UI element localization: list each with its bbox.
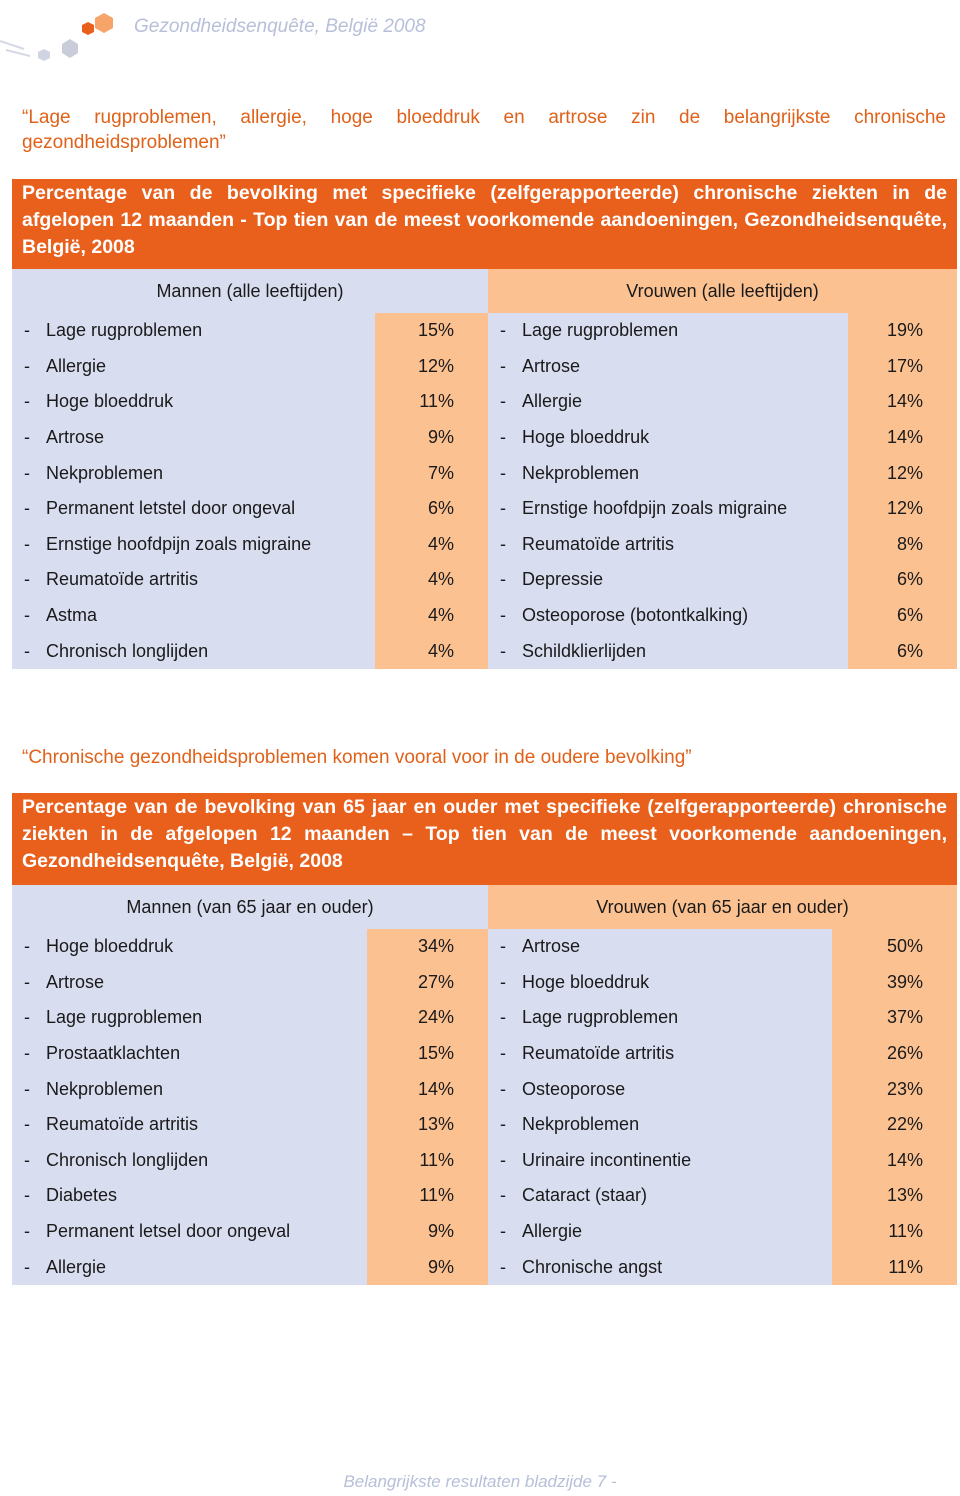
men-percentage: 4% [427, 569, 454, 590]
men-percentage-cell [375, 562, 488, 598]
women-condition-label-cell [488, 1143, 832, 1179]
table-row [12, 598, 957, 634]
list-dash: - [24, 498, 30, 519]
women-condition-label: Hoge bloeddruk [522, 971, 650, 992]
section1-quote: “Lage rugproblemen, allergie, hoge bloeddruk en artrose zin de belangrijkste chronische gezondheidsproblemen” [22, 107, 946, 153]
men-percentage-cell [375, 349, 488, 385]
women-percentage-cell [832, 965, 957, 1001]
list-dash: - [24, 1078, 30, 1099]
list-dash: - [24, 569, 30, 590]
men-percentage: 15% [417, 1043, 455, 1064]
men-percentage-cell [367, 1107, 488, 1143]
men-condition-label: Permanent letstel door ongeval [46, 498, 296, 519]
women-percentage: 14% [886, 427, 923, 448]
men-65-header: Mannen (van 65 jaar en ouder) [12, 885, 488, 929]
women-percentage-cell [848, 598, 957, 634]
men-condition-label: Astma [46, 605, 98, 626]
men-percentage: 27% [417, 971, 455, 992]
women-condition-label: Osteoporose [522, 1078, 626, 1099]
men-condition-label: Prostaatklachten [46, 1043, 181, 1064]
women-condition-label: Urinaire incontinentie [522, 1149, 692, 1170]
section2-quote: “Chronische gezondheidsproblemen komen vooral voor in de oudere bevolking” [22, 747, 692, 768]
men-percentage-cell [375, 384, 488, 420]
men-condition-label: Chronisch longlijden [46, 640, 209, 661]
hexagon-logo-icon [0, 8, 120, 66]
women-condition-label: Depressie [522, 569, 604, 590]
list-dash: - [24, 533, 30, 554]
women-percentage-cell [848, 527, 957, 563]
men-condition-label: Allergie [46, 1256, 107, 1277]
men-percentage-cell [367, 1249, 488, 1285]
list-dash: - [500, 1043, 507, 1064]
men-condition-label-cell [12, 420, 375, 456]
women-condition-label: Cataract (staar) [522, 1185, 648, 1206]
men-percentage-cell [367, 1000, 488, 1036]
men-percentage-cell [367, 1214, 488, 1250]
list-dash: - [24, 1114, 30, 1135]
list-dash: - [24, 355, 30, 376]
list-dash: - [24, 1185, 30, 1206]
women-condition-label: Nekproblemen [522, 1114, 640, 1135]
table-row [12, 965, 957, 1001]
table-row [12, 1143, 957, 1179]
list-dash: - [500, 1185, 507, 1206]
women-percentage: 23% [887, 1078, 924, 1099]
men-condition-label: Nekproblemen [46, 1078, 164, 1099]
men-percentage-cell [375, 491, 488, 527]
men-condition-label-cell [12, 1000, 367, 1036]
list-dash: - [24, 936, 30, 957]
women-percentage: 37% [887, 1007, 924, 1028]
women-condition-label-cell [488, 1214, 832, 1250]
women-percentage: 14% [886, 391, 923, 412]
men-condition-label: Lage rugproblemen [46, 320, 203, 341]
list-dash: - [500, 391, 506, 412]
men-percentage: 34% [417, 936, 455, 957]
women-percentage: 26% [887, 1043, 924, 1064]
men-condition-label-cell [12, 1071, 367, 1107]
list-dash: - [500, 936, 507, 957]
women-percentage-cell [832, 1249, 957, 1285]
list-dash: - [500, 1007, 507, 1028]
men-percentage-cell [375, 313, 488, 349]
men-condition-label-cell [12, 965, 367, 1001]
men-condition-label-cell [12, 349, 375, 385]
women-percentage-cell [848, 491, 957, 527]
men-condition-label-cell [12, 929, 367, 965]
women-condition-label: Reumatoïde artritis [522, 1043, 675, 1064]
men-condition-label-cell [12, 313, 375, 349]
women-percentage-cell [832, 1000, 957, 1036]
women-condition-label-cell [488, 562, 848, 598]
women-condition-label-cell [488, 1036, 832, 1072]
men-condition-label-cell [12, 384, 375, 420]
table-row [12, 527, 957, 563]
men-condition-label: Reumatoïde artritis [46, 569, 199, 590]
list-dash: - [24, 1149, 30, 1170]
men-percentage: 7% [427, 462, 454, 483]
table-row [12, 633, 957, 669]
table-row [12, 349, 957, 385]
list-dash: - [24, 391, 30, 412]
list-dash: - [500, 1114, 507, 1135]
women-percentage-cell [832, 1036, 957, 1072]
list-dash: - [24, 320, 30, 341]
women-percentage-cell [832, 929, 957, 965]
section2-banner: Percentage van de bevolking van 65 jaar en ouder met specifieke (zelfgerapporteerde) chronische ziekten in de afgelopen 12 maanden – Top tien van de meest voorkomende aandoeningen, Gezondheidsenquête, België, 2008 [12, 793, 957, 885]
list-dash: - [24, 1256, 30, 1277]
table-row [12, 313, 957, 349]
table-row [12, 491, 957, 527]
list-dash: - [500, 1078, 507, 1099]
women-percentage: 39% [887, 971, 924, 992]
men-condition-label: Chronisch longlijden [46, 1149, 209, 1170]
women-percentage-cell [848, 349, 957, 385]
table-row [12, 420, 957, 456]
men-condition-label: Permanent letsel door ongeval [46, 1221, 291, 1242]
women-percentage-cell [832, 1071, 957, 1107]
list-dash: - [24, 462, 30, 483]
men-condition-label: Ernstige hoofdpijn zoals migraine [46, 533, 312, 554]
women-percentage: 12% [886, 462, 923, 483]
women-percentage-cell [832, 1214, 957, 1250]
men-percentage: 4% [427, 640, 454, 661]
men-percentage: 12% [417, 355, 454, 376]
men-condition-label-cell [12, 1107, 367, 1143]
women-condition-label-cell [488, 349, 848, 385]
list-dash: - [24, 1043, 30, 1064]
table-row [12, 1214, 957, 1250]
women-percentage-cell [848, 633, 957, 669]
men-header: Mannen (alle leeftijden) [12, 269, 488, 313]
women-percentage: 12% [886, 498, 923, 519]
table-row [12, 1036, 957, 1072]
women-percentage: 14% [887, 1149, 924, 1170]
men-condition-label-cell [12, 527, 375, 563]
list-dash: - [500, 1256, 507, 1277]
women-percentage-cell [832, 1178, 957, 1214]
women-percentage: 6% [896, 605, 923, 626]
men-percentage-cell [367, 965, 488, 1001]
women-header: Vrouwen (alle leeftijden) [488, 269, 957, 313]
women-condition-label: Hoge bloeddruk [522, 427, 650, 448]
women-percentage: 50% [887, 936, 924, 957]
women-condition-label: Lage rugproblemen [522, 1007, 679, 1028]
table-row [12, 562, 957, 598]
women-condition-label-cell [488, 1000, 832, 1036]
men-condition-label-cell [12, 598, 375, 634]
women-percentage-cell [832, 1107, 957, 1143]
list-dash: - [500, 355, 506, 376]
women-condition-label: Nekproblemen [522, 462, 640, 483]
list-dash: - [500, 605, 506, 626]
list-dash: - [500, 640, 506, 661]
women-percentage: 13% [887, 1185, 924, 1206]
men-condition-label: Allergie [46, 355, 107, 376]
list-dash: - [500, 462, 506, 483]
page-footer: Belangrijkste resultaten bladzijde 7 - [343, 1472, 617, 1491]
women-percentage: 17% [886, 355, 923, 376]
men-condition-label-cell [12, 491, 375, 527]
women-percentage: 22% [887, 1114, 924, 1135]
women-condition-label-cell [488, 1071, 832, 1107]
men-condition-label-cell [12, 633, 375, 669]
men-condition-label-cell [12, 455, 375, 491]
list-dash: - [500, 533, 506, 554]
men-percentage: 9% [428, 1221, 455, 1242]
table-row [12, 1178, 957, 1214]
men-percentage: 4% [427, 533, 454, 554]
men-percentage-cell [367, 1036, 488, 1072]
men-percentage-cell [367, 1178, 488, 1214]
women-condition-label-cell [488, 598, 848, 634]
women-condition-label: Allergie [522, 391, 583, 412]
women-condition-label-cell [488, 965, 832, 1001]
list-dash: - [24, 605, 30, 626]
women-condition-label: Osteoporose (botontkalking) [522, 605, 749, 626]
women-percentage-cell [848, 420, 957, 456]
section2-table [12, 885, 957, 1285]
women-condition-label: Ernstige hoofdpijn zoals migraine [522, 498, 788, 519]
men-percentage: 11% [419, 1185, 455, 1206]
women-condition-label-cell [488, 455, 848, 491]
women-condition-label: Artrose [522, 355, 581, 376]
men-percentage: 4% [427, 605, 454, 626]
list-dash: - [500, 320, 506, 341]
women-percentage-cell [832, 1143, 957, 1179]
men-percentage-cell [375, 420, 488, 456]
men-condition-label-cell [12, 1214, 367, 1250]
men-percentage-cell [367, 929, 488, 965]
men-condition-label-cell [12, 562, 375, 598]
women-condition-label: Reumatoïde artritis [522, 533, 675, 554]
women-65-header: Vrouwen (van 65 jaar en ouder) [488, 885, 957, 929]
men-condition-label: Artrose [46, 427, 105, 448]
women-condition-label: Artrose [522, 936, 581, 957]
table-row [12, 455, 957, 491]
list-dash: - [500, 1221, 507, 1242]
list-dash: - [500, 427, 506, 448]
men-condition-label: Reumatoïde artritis [46, 1114, 199, 1135]
women-percentage: 8% [896, 533, 923, 554]
men-percentage: 9% [428, 1256, 455, 1277]
table-row [12, 1071, 957, 1107]
women-condition-label: Lage rugproblemen [522, 320, 679, 341]
table-row [12, 1249, 957, 1285]
men-percentage-cell [367, 1143, 488, 1179]
men-percentage: 9% [427, 427, 454, 448]
women-condition-label: Schildklierlijden [522, 640, 647, 661]
men-condition-label: Artrose [46, 971, 105, 992]
men-condition-label: Hoge bloeddruk [46, 936, 174, 957]
women-percentage: 6% [896, 640, 923, 661]
women-percentage-cell [848, 384, 957, 420]
men-percentage-cell [375, 455, 488, 491]
men-condition-label: Diabetes [46, 1185, 118, 1206]
list-dash: - [500, 971, 507, 992]
women-percentage-cell [848, 455, 957, 491]
women-percentage: 19% [886, 320, 923, 341]
women-condition-label: Allergie [522, 1221, 583, 1242]
table-row [12, 1000, 957, 1036]
women-condition-label-cell [488, 491, 848, 527]
women-percentage-cell [848, 313, 957, 349]
women-percentage: 11% [888, 1256, 924, 1277]
women-percentage: 11% [888, 1221, 924, 1242]
men-condition-label: Nekproblemen [46, 462, 164, 483]
men-condition-label: Hoge bloeddruk [46, 391, 174, 412]
women-condition-label-cell [488, 313, 848, 349]
men-percentage: 13% [417, 1114, 455, 1135]
men-percentage-cell [367, 1071, 488, 1107]
women-condition-label-cell [488, 929, 832, 965]
list-dash: - [24, 640, 30, 661]
men-percentage: 11% [419, 391, 454, 412]
men-condition-label: Lage rugproblemen [46, 1007, 203, 1028]
men-condition-label-cell [12, 1178, 367, 1214]
women-percentage-cell [848, 562, 957, 598]
table-row [12, 929, 957, 965]
men-percentage: 14% [417, 1078, 455, 1099]
women-condition-label-cell [488, 1107, 832, 1143]
page-header-title: Gezondheidsenquête, België 2008 [134, 16, 426, 37]
men-condition-label-cell [12, 1249, 367, 1285]
men-percentage-cell [375, 598, 488, 634]
women-condition-label-cell [488, 1178, 832, 1214]
women-condition-label-cell [488, 1249, 832, 1285]
list-dash: - [500, 569, 506, 590]
men-percentage: 24% [417, 1007, 455, 1028]
men-condition-label-cell [12, 1036, 367, 1072]
men-percentage: 6% [427, 498, 454, 519]
women-condition-label-cell [488, 633, 848, 669]
section1-table [12, 269, 957, 669]
list-dash: - [24, 971, 30, 992]
women-condition-label: Chronische angst [522, 1256, 663, 1277]
women-condition-label-cell [488, 527, 848, 563]
table-row [12, 384, 957, 420]
list-dash: - [24, 427, 30, 448]
women-condition-label-cell [488, 420, 848, 456]
list-dash: - [500, 1149, 507, 1170]
table-row [12, 1107, 957, 1143]
section1-banner: Percentage van de bevolking met specifieke (zelfgerapporteerde) chronische ziekten in de afgelopen 12 maanden - Top tien van de meest voorkomende aandoeningen, Gezondheidsenquête, België, 2008 [12, 179, 957, 269]
women-condition-label-cell [488, 384, 848, 420]
men-percentage-cell [375, 633, 488, 669]
list-dash: - [24, 1221, 30, 1242]
men-percentage: 15% [417, 320, 454, 341]
men-percentage-cell [375, 527, 488, 563]
list-dash: - [500, 498, 506, 519]
men-condition-label-cell [12, 1143, 367, 1179]
men-percentage: 11% [419, 1149, 455, 1170]
women-percentage: 6% [896, 569, 923, 590]
list-dash: - [24, 1007, 30, 1028]
